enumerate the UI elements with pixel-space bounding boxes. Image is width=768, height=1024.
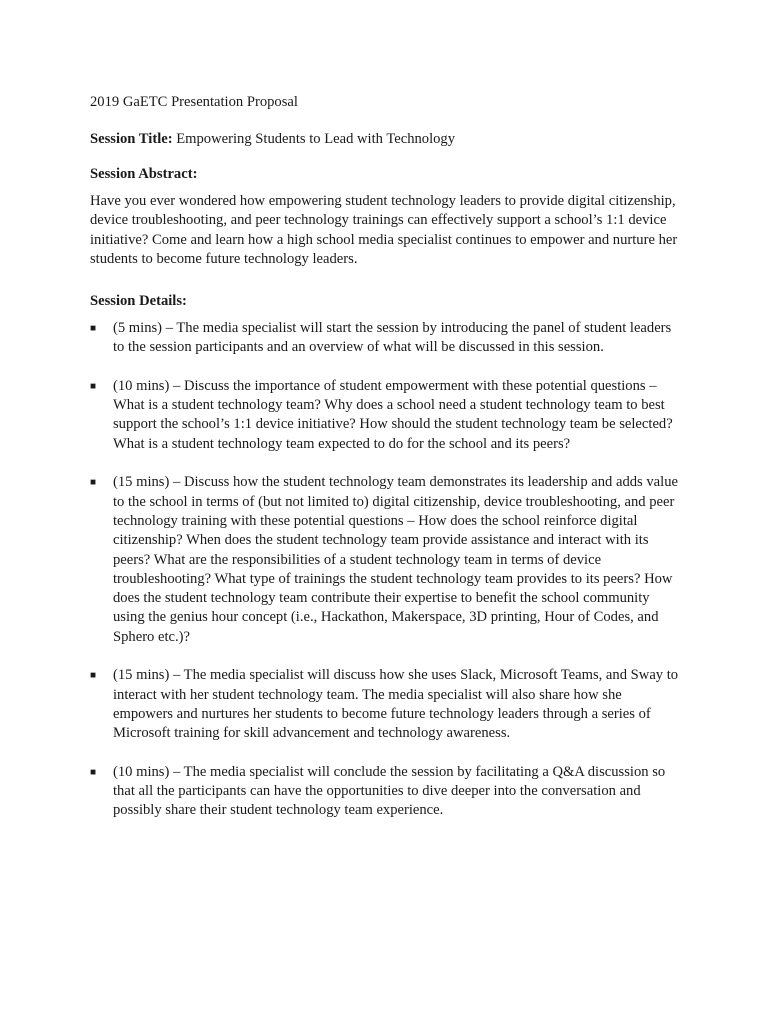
list-item [90,473,682,647]
detail-text: (15 mins) – The media specialist will discuss how she uses Slack, Microsoft Teams, and Sway to interact with her student technology team. The media specialist will also share how she empowers and nurtures her students to become future technology leaders through a series of Microsoft training for skill advancement and technology awareness. [113,667,679,742]
detail-text: (5 mins) – The media specialist will start the session by introducing the panel of student leaders to the session participants and an overview of what will be discussed in this session. [113,320,672,356]
square-bullet-icon: ■ [90,323,97,334]
session-details-list [90,319,682,840]
detail-text: (15 mins) – Discuss how the student technology team demonstrates its leadership and adds value to the school in terms of (but not limited to) digital citizenship, device troubleshooting, and peer technology training with these potential questions – How does the school reinforce digital citizenship? When does the student technology team provide assistance and interact with its peers? What are the responsibilities of a student technology team in terms of device troubleshooting? What type of trainings the student technology team provides to its peers? How does the student technology team contribute their expertise to benefit the school community using the genius hour concept (i.e., Hackathon, Makerspace, 3D printing, Hour of Codes, and Sphero etc.)? [113,474,678,645]
document-title: 2019 GaETC Presentation Proposal [90,94,298,110]
list-item [90,377,682,454]
list-item [90,763,682,821]
abstract-paragraph: Have you ever wondered how empowering student technology leaders to provide digital citizenship, device troubleshooting, and peer technology trainings can effectively support a school’s 1:1 device initiative? Come and learn how a high school media specialist continues to empower and nurture her students to become future technology leaders. [90,193,678,267]
square-bullet-icon: ■ [90,670,97,682]
detail-text: (10 mins) – Discuss the importance of student empowerment with these potential questions – What is a student technology team? Why does a school need a student technology team to best support the school’s 1:1 device initiative? How should the student technology team be selected? What is a student technology team expected to do for the school and its peers? [113,377,673,452]
abstract-heading: Session Abstract: [90,166,198,182]
details-heading: Session Details: [90,293,187,309]
session-title-label: Session Title: [90,131,173,147]
square-bullet-icon: ■ [90,766,97,778]
square-bullet-icon: ■ [90,380,97,392]
list-item [90,319,682,358]
session-title-row [90,130,455,149]
square-bullet-icon: ■ [90,477,97,489]
list-item [90,666,682,743]
session-title-value: Empowering Students to Lead with Technology [172,131,456,147]
detail-text: (10 mins) – The media specialist will conclude the session by facilitating a Q&A discussion so that all the participants can have the opportunities to dive deeper into the conversation and possibly share their student technology team experience. [113,763,666,819]
